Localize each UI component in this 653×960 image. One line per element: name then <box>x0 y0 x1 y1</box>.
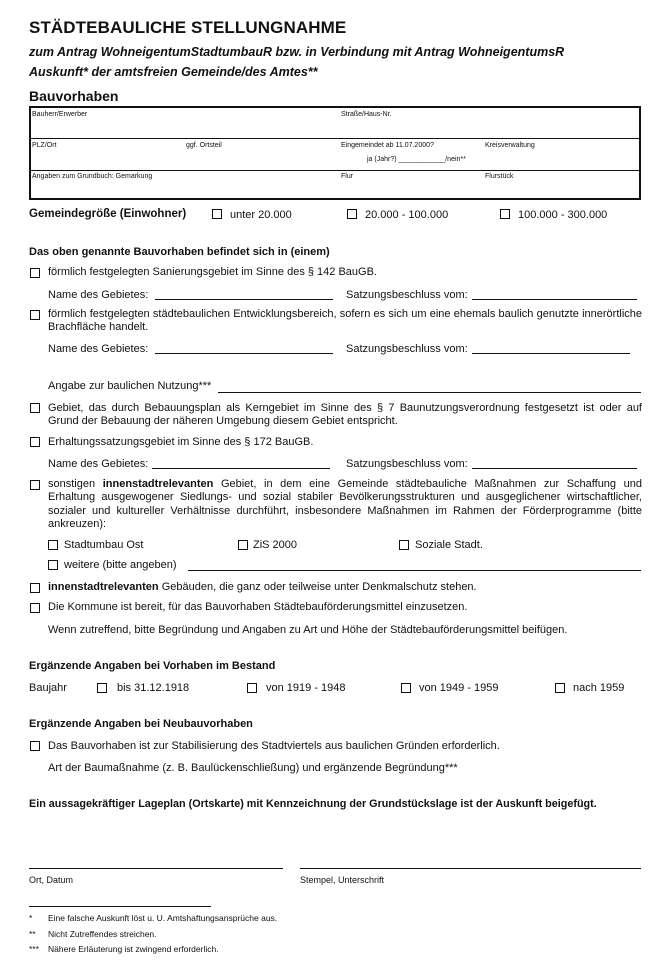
kreisverwaltung-field[interactable]: Kreisverwaltung <box>485 142 535 149</box>
option-1919-1948: von 1919 - 1948 <box>266 682 346 694</box>
denkmalschutz-text <box>48 581 477 593</box>
checkbox-zis-2000[interactable] <box>238 540 248 550</box>
entwicklungsbereich-text: förmlich festgelegten städtebaulichen Entwicklungsbereich, sofern es sich um eine ehemals baulich genutzte innerörtliche Brachfläche handelt. <box>48 308 642 334</box>
checkbox-bis-1918[interactable] <box>97 683 107 693</box>
sonstige-text <box>48 478 642 531</box>
option-bis-1918: bis 31.12.1918 <box>117 682 190 694</box>
option-1949-1959: von 1949 - 1959 <box>419 682 499 694</box>
footnote-mark-3: *** <box>29 944 39 954</box>
satzungsbeschluss-label-2: Satzungsbeschluss vom: <box>346 343 468 355</box>
sonstige-bold: innenstadtrelevanten <box>102 478 214 490</box>
stempel-label: Stempel, Unterschrift <box>300 875 385 885</box>
name-gebiet-label-3: Name des Gebietes: <box>48 458 149 470</box>
ort-datum-label: Ort, Datum <box>29 875 74 885</box>
neubau-heading: Ergänzende Angaben bei Neubauvorhaben <box>29 718 253 730</box>
ja-nein-field[interactable]: ja (Jahr?) ____________/nein** <box>367 156 466 163</box>
footnote-text-1: Eine falsche Auskunft löst u. U. Amtshaftungsansprüche aus. <box>48 913 278 923</box>
weitere-label: weitere (bitte angeben) <box>64 559 177 571</box>
name-gebiet-input-3[interactable] <box>152 468 330 469</box>
flurstueck-field[interactable]: Flurstück <box>485 173 514 180</box>
checkbox-stabilisierung[interactable] <box>30 741 40 751</box>
grundbuch-field[interactable]: Angaben zum Grundbuch: Gemarkung <box>32 173 153 180</box>
footnote-text-2: Nicht Zutreffendes streichen. <box>48 929 157 939</box>
checkbox-unter-20000[interactable] <box>212 209 222 219</box>
sonstige-pre: sonstigen <box>48 478 103 490</box>
checkbox-20000-100000[interactable] <box>347 209 357 219</box>
kerngebiet-text: Gebiet, das durch Bebauungsplan als Kerngebiet im Sinne des § 7 Baunutzungsverordnung festgesetzt ist oder auf Grund der Bebauung der näheren Umgebung diesem Gebiet entspricht. <box>48 402 642 428</box>
checkbox-1949-1959[interactable] <box>401 683 411 693</box>
checkbox-foerdermittel[interactable] <box>30 603 40 613</box>
checkbox-weitere[interactable] <box>48 560 58 570</box>
subtitle-line-2: Auskunft* der amtsfreien Gemeinde/des Amtes** <box>29 65 318 79</box>
checkbox-sonstige[interactable] <box>30 480 40 490</box>
checkbox-erhaltungssatzung[interactable] <box>30 437 40 447</box>
footnote-text-3: Nähere Erläuterung ist zwingend erforderlich. <box>48 944 219 954</box>
checkbox-sanierungsgebiet[interactable] <box>30 268 40 278</box>
eingemeindet-label: Eingemeindet ab 11.07.2000? <box>341 142 434 149</box>
footnote-divider <box>29 906 211 907</box>
gebiet-heading: Das oben genannte Bauvorhaben befindet sich in (einem) <box>29 246 330 258</box>
option-nach-1959: nach 1959 <box>573 682 625 694</box>
satzungsbeschluss-input-2[interactable] <box>472 353 630 354</box>
subtitle-line-1: zum Antrag WohneigentumStadtumbauR bzw. in Verbindung mit Antrag WohneigentumsR <box>29 45 565 59</box>
weitere-input[interactable] <box>188 570 641 571</box>
sonstige-post: Gebiet, in dem eine Gemeinde städtebauliche Maßnahmen zur Schaffung und Erhaltung ausgewogener Siedlungs- und sozial stabiler Bevölkerungsstrukturen und ausgeglichener wirtschaftlicher, sozialer und kultureller Verhältnisse durchführt, insbesondere Maßnahmen im Rahmen der Förderprogramme (bitte ankreuzen): <box>48 478 642 530</box>
satzungsbeschluss-input-3[interactable] <box>472 468 637 469</box>
name-gebiet-label-2: Name des Gebietes: <box>48 343 149 355</box>
bestand-heading: Ergänzende Angaben bei Vorhaben im Bestand <box>29 660 276 672</box>
baujahr-label: Baujahr <box>29 682 67 694</box>
erhaltungssatzung-text: Erhaltungssatzungsgebiet im Sinne des § 172 BauGB. <box>48 436 314 448</box>
checkbox-1919-1948[interactable] <box>247 683 257 693</box>
gemeindegroesse-label: Gemeindegröße (Einwohner) <box>29 208 187 220</box>
nutzung-input[interactable] <box>218 392 641 393</box>
checkbox-entwicklungsbereich[interactable] <box>30 310 40 320</box>
ortsteil-field[interactable]: ggf. Ortsteil <box>186 142 222 149</box>
sanierungsgebiet-text: förmlich festgelegten Sanierungsgebiet im Sinne des § 142 BauGB. <box>48 266 377 278</box>
name-gebiet-label: Name des Gebietes: <box>48 289 149 301</box>
nutzung-label: Angabe zur baulichen Nutzung*** <box>48 380 212 392</box>
lageplan-text: Ein aussagekräftiger Lageplan (Ortskarte) mit Kennzeichnung der Grundstückslage ist der Auskunft beigefügt. <box>29 798 597 810</box>
checkbox-100000-300000[interactable] <box>500 209 510 219</box>
ort-datum-input[interactable] <box>29 868 283 869</box>
plz-ort-field[interactable]: PLZ/Ort <box>32 142 57 149</box>
satzungsbeschluss-label: Satzungsbeschluss vom: <box>346 289 468 301</box>
program-stadtumbau-ost: Stadtumbau Ost <box>64 539 144 551</box>
footnote-mark-2: ** <box>29 929 36 939</box>
satzungsbeschluss-input-1[interactable] <box>472 299 637 300</box>
flur-field[interactable]: Flur <box>341 173 354 180</box>
checkbox-denkmalschutz[interactable] <box>30 583 40 593</box>
foerdermittel-hint: Wenn zutreffend, bitte Begründung und Angaben zu Art und Höhe der Städtebauförderungsmittel beifügen. <box>48 624 568 636</box>
bauvorhaben-heading: Bauvorhaben <box>29 88 119 104</box>
program-zis-2000: ZiS 2000 <box>253 539 298 551</box>
option-100000-300000: 100.000 - 300.000 <box>518 209 608 221</box>
denkmal-post: Gebäuden, die ganz oder teilweise unter Denkmalschutz stehen. <box>158 581 477 593</box>
bauherr-field[interactable]: Bauherr/Erwerber <box>32 111 88 118</box>
option-20000-100000: 20.000 - 100.000 <box>365 209 449 221</box>
denkmal-bold: innenstadtrelevanten <box>48 581 159 593</box>
foerdermittel-text: Die Kommune ist bereit, für das Bauvorhaben Städtebauförderungsmittel einzusetzen. <box>48 601 468 613</box>
checkbox-kerngebiet[interactable] <box>30 403 40 413</box>
strasse-field[interactable]: Straße/Haus-Nr. <box>341 111 392 118</box>
bauvorhaben-table <box>29 106 641 200</box>
name-gebiet-input-2[interactable] <box>155 353 333 354</box>
checkbox-soziale-stadt[interactable] <box>399 540 409 550</box>
stabilisierung-text: Das Bauvorhaben ist zur Stabilisierung des Stadtviertels aus baulichen Gründen erforderlich. <box>48 740 500 752</box>
program-soziale-stadt: Soziale Stadt. <box>415 539 483 551</box>
page-title: STÄDTEBAULICHE STELLUNGNAHME <box>29 18 347 37</box>
checkbox-stadtumbau-ost[interactable] <box>48 540 58 550</box>
footnote-mark-1: * <box>29 913 33 923</box>
baumassnahme-text: Art der Baumaßnahme (z. B. Baulückenschließung) und ergänzende Begründung*** <box>48 762 458 774</box>
option-unter-20000: unter 20.000 <box>230 209 292 221</box>
stempel-unterschrift-input[interactable] <box>300 868 641 869</box>
checkbox-nach-1959[interactable] <box>555 683 565 693</box>
name-gebiet-input-1[interactable] <box>155 299 333 300</box>
satzungsbeschluss-label-3: Satzungsbeschluss vom: <box>346 458 468 470</box>
